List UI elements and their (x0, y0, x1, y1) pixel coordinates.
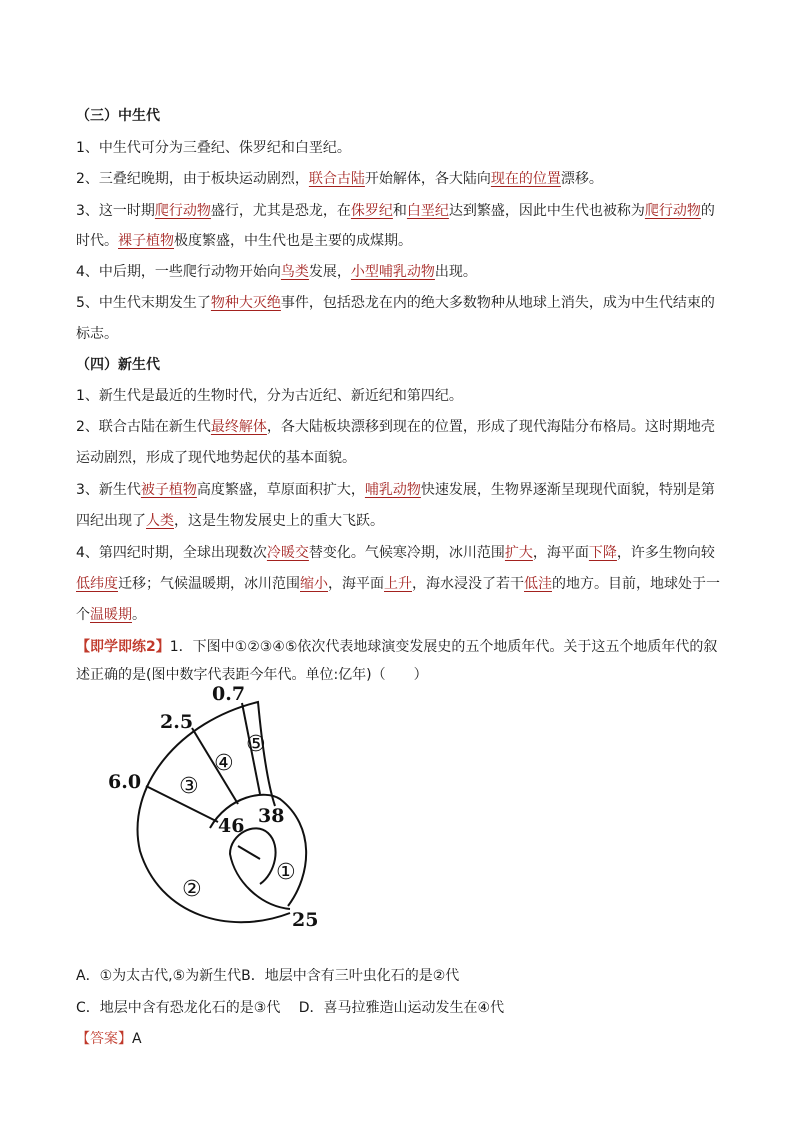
text-run: 和 (392, 203, 407, 219)
geologic-spiral-diagram (100, 676, 340, 946)
text-run: ，海水浸没了若干 (412, 576, 524, 592)
label-25: 25 (292, 909, 319, 931)
paragraph-mesozoic-1: 1、中生代可分为三叠纪、侏罗纪和白垩纪。 (76, 140, 351, 156)
text-run: 达到繁盛，因此中生代也被称为 (448, 203, 645, 219)
text-run: 的 (700, 203, 715, 219)
paragraph-cenozoic-1: 1、新生代是最近的生物时代，分为古近纪、新近纪和第四纪。 (76, 388, 463, 404)
highlight-term: 下降 (588, 545, 617, 561)
answer-value: A (132, 1031, 142, 1047)
paragraph-mesozoic-5-line1 (76, 293, 726, 313)
paragraph-cenozoic-4-line3 (76, 605, 726, 625)
section-title-cenozoic: （四）新生代 (76, 357, 160, 373)
highlight-term: 冷暖交 (266, 545, 309, 561)
options-line2: C．地层中含有恐龙化石的是③代 D．喜马拉雅造山运动发生在④代 (76, 1000, 505, 1016)
highlight-term: 联合古陆 (308, 171, 365, 187)
text-run: ，这是生物发展史上的重大飞跃。 (174, 513, 384, 529)
paragraph-mesozoic-3-line2 (76, 231, 726, 251)
highlight-term: 爬行动物 (154, 203, 211, 219)
spiral-innermost-tick (238, 846, 260, 859)
text-run: 1．下图中①②③④⑤依次代表地球演变发展史的五个地质年代。关于这五个地质年代的叙 (169, 639, 718, 655)
text-run: 2、联合古陆在新生代 (76, 419, 211, 435)
paragraph-cenozoic-2-line2: 运动剧烈，形成了现代地势起伏的基本面貌。 (76, 450, 356, 466)
question-stem-line1 (76, 637, 726, 657)
era-3: ③ (179, 774, 199, 799)
text-run: ，许多生物向较 (616, 545, 715, 561)
highlight-term: 被子植物 (140, 482, 197, 498)
highlight-term: 鸟类 (280, 264, 309, 280)
text-run: ，各大陆板块漂移到现在的位置，形成了现代海陆分布格局。这时期地壳 (266, 419, 715, 435)
answer-label: 【答案】 (76, 1031, 132, 1047)
spiral-svg (100, 676, 340, 946)
text-run: 高度繁盛，草原面积扩大， (196, 482, 365, 498)
text-run: 出现。 (434, 264, 477, 280)
highlight-term: 缩小 (300, 576, 328, 592)
label-2-5: 2.5 (160, 711, 194, 733)
text-run: 。 (132, 607, 146, 623)
text-run: 快速发展，生物界逐渐呈现现代面貌，特别是第 (420, 482, 715, 498)
highlight-term: 最终解体 (210, 419, 267, 435)
answer-line (76, 1029, 726, 1049)
question-tag: 【即学即练2】 (76, 639, 170, 655)
highlight-term: 人类 (146, 513, 174, 529)
era-5: ⑤ (246, 732, 266, 757)
text-run: 的地方。目前，地球处于一 (552, 576, 720, 592)
highlight-term: 上升 (384, 576, 412, 592)
highlight-term: 物种大灭绝 (210, 295, 281, 311)
text-run: ，海平面 (532, 545, 589, 561)
text-run: 2、三叠纪晚期，由于板块运动剧烈， (76, 171, 309, 187)
highlight-term: 侏罗纪 (350, 203, 393, 219)
label-0-7: 0.7 (212, 683, 246, 705)
highlight-term: 低洼 (524, 576, 552, 592)
text-run: 四纪出现了 (76, 513, 146, 529)
text-run: 时代。 (76, 233, 118, 249)
paragraph-cenozoic-2-line1 (76, 417, 726, 437)
era-4: ④ (214, 751, 234, 776)
highlight-term: 低纬度 (76, 576, 118, 592)
highlight-term: 温暖期 (90, 607, 132, 623)
paragraph-mesozoic-5-line2: 标志。 (76, 326, 118, 342)
highlight-term: 哺乳动物 (364, 482, 421, 498)
highlight-term: 白垩纪 (406, 203, 449, 219)
paragraph-mesozoic-2 (76, 169, 726, 189)
paragraph-cenozoic-4-line2 (76, 574, 726, 594)
label-6-0: 6.0 (108, 771, 142, 793)
question-stem-line2: 述正确的是(图中数字代表距今年代。单位:亿年)（ ） (76, 667, 428, 683)
text-run: 3、这一时期 (76, 203, 155, 219)
text-run: 漂移。 (560, 171, 603, 187)
era-1: ① (276, 860, 296, 885)
text-run: 替变化。气候寒冷期，冰川范围 (308, 545, 505, 561)
options-line1: A．①为太古代,⑤为新生代B．地层中含有三叶虫化石的是②代 (76, 968, 460, 984)
text-run: 3、新生代 (76, 482, 141, 498)
text-run: 极度繁盛，中生代也是主要的成煤期。 (174, 233, 412, 249)
label-46: 46 (218, 815, 245, 837)
paragraph-mesozoic-3-line1 (76, 201, 726, 221)
text-run: 发展， (308, 264, 351, 280)
text-run: 迁移；气候温暖期，冰川范围 (118, 576, 300, 592)
era-2: ② (182, 877, 202, 902)
label-38: 38 (258, 805, 285, 827)
section-title-mesozoic: （三）中生代 (76, 108, 160, 124)
text-run: 4、中后期，一些爬行动物开始向 (76, 264, 281, 280)
text-run: 个 (76, 607, 90, 623)
paragraph-mesozoic-4 (76, 262, 726, 282)
text-run: 5、中生代末期发生了 (76, 295, 211, 311)
highlight-term: 爬行动物 (644, 203, 701, 219)
text-run: 4、第四纪时期，全球出现数次 (76, 545, 267, 561)
text-run: 开始解体，各大陆向 (364, 171, 491, 187)
highlight-term: 扩大 (504, 545, 533, 561)
text-run: 事件，包括恐龙在内的绝大多数物种从地球上消失，成为中生代结束的 (280, 295, 715, 311)
highlight-term: 小型哺乳动物 (350, 264, 435, 280)
text-run: 盛行，尤其是恐龙，在 (210, 203, 351, 219)
paragraph-cenozoic-3-line1 (76, 480, 726, 500)
highlight-term: 裸子植物 (118, 233, 174, 249)
highlight-term: 现在的位置 (490, 171, 561, 187)
paragraph-cenozoic-3-line2 (76, 511, 726, 531)
text-run: ，海平面 (328, 576, 384, 592)
paragraph-cenozoic-4-line1 (76, 543, 726, 563)
